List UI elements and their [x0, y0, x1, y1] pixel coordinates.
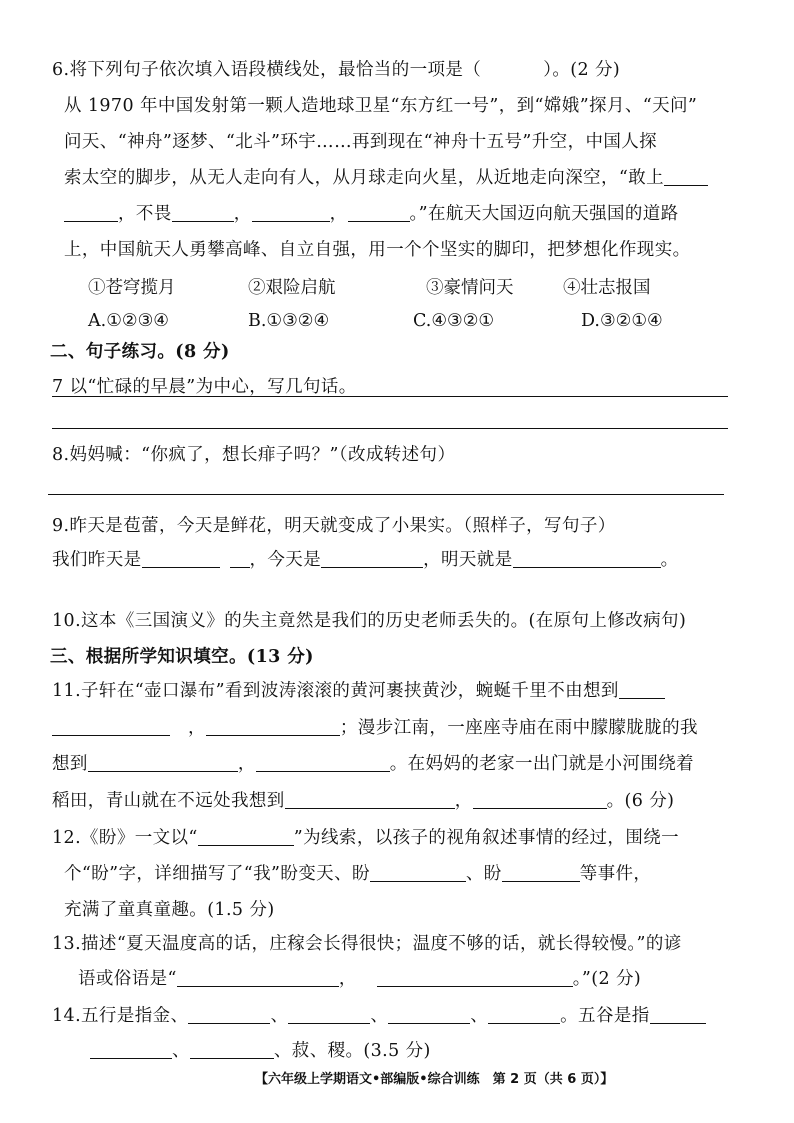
q6-text: 。”在航天大国迈向航天强国的道路 — [409, 204, 679, 224]
q6-passage-line-1: 从 1970 年中国发射第一颗人造地球卫星“东方红一号”，到“嫦娥”探月、“天问” — [64, 96, 698, 116]
answer-blank[interactable] — [377, 968, 573, 987]
answer-blank[interactable] — [142, 549, 220, 568]
q11-line-1 — [52, 679, 665, 703]
q12-text: 个“盼”字，详细描写了“我”盼变天、盼 — [64, 864, 370, 884]
q12-text: 、盼 — [465, 864, 502, 884]
q12-text: ”为线索，以孩子的视角叙述事情的经过，围绕一 — [293, 828, 680, 848]
q8-text: 8.妈妈喊：“你疯了，想长痱子吗？”（改成转述句） — [52, 445, 456, 465]
q9-fill-text: 我们昨天是 — [52, 550, 142, 570]
q11-text: ， — [188, 718, 206, 738]
q6-phrase-4: ④壮志报国 — [563, 278, 651, 298]
q13-text: ， — [338, 969, 357, 989]
answer-blank[interactable] — [488, 1005, 560, 1024]
q12-line-3: 充满了童真童趣。(1.5 分) — [64, 900, 275, 920]
q6-score: ）。(2 分) — [543, 60, 621, 80]
answer-blank[interactable] — [513, 549, 661, 568]
q11-line-3 — [52, 752, 694, 776]
q7-answer-line-1[interactable] — [52, 396, 728, 397]
q11-text: ；漫步江南，一座座寺庙在雨中朦朦胧胧的我 — [339, 718, 698, 738]
answer-blank[interactable] — [177, 968, 339, 987]
answer-blank[interactable] — [256, 753, 390, 772]
q6-stem-text: 6.将下列句子依次填入语段横线处，最恰当的一项是（ — [52, 60, 482, 80]
q13-text: 语或俗语是“ — [78, 969, 177, 989]
q6-passage-line-2: 问天、“神舟”逐梦、“北斗”环宇……再到现在“神舟十五号”升空，中国人探 — [64, 132, 658, 152]
answer-blank[interactable] — [52, 717, 170, 736]
answer-blank[interactable] — [370, 863, 466, 882]
answer-blank[interactable] — [88, 753, 238, 772]
section-2-title: 二、句子练习。(8 分) — [50, 342, 230, 362]
q9-fill-text: ，今天是 — [249, 550, 322, 570]
q6-text: ，不畏 — [118, 204, 172, 224]
q14-line-1 — [52, 1004, 706, 1028]
answer-blank[interactable] — [664, 167, 708, 186]
answer-blank[interactable] — [172, 203, 234, 222]
answer-blank[interactable] — [321, 549, 423, 568]
q7-text: 7 以“忙碌的早晨”为中心，写几句话。 — [52, 377, 357, 397]
answer-blank[interactable] — [288, 1005, 370, 1024]
q14-text: 、 — [470, 1006, 489, 1026]
q12-text: 等事件， — [579, 864, 652, 884]
q9-fill-line — [52, 548, 679, 572]
answer-blank[interactable] — [502, 863, 580, 882]
answer-blank[interactable] — [90, 1040, 172, 1059]
q12-line-1 — [52, 826, 679, 850]
answer-blank[interactable] — [619, 680, 665, 699]
q12-line-2 — [64, 862, 651, 886]
q12-text: 12.《盼》一文以“ — [52, 828, 198, 848]
answer-blank[interactable] — [388, 1005, 470, 1024]
q6-phrase-1: ①苍穹揽月 — [88, 278, 176, 298]
answer-blank[interactable] — [64, 203, 118, 222]
answer-blank[interactable] — [230, 549, 250, 568]
q7-answer-line-2[interactable] — [52, 428, 728, 429]
q11-line-2 — [52, 716, 698, 740]
section-3-title: 三、根据所学知识填空。(13 分) — [50, 647, 314, 667]
answer-blank[interactable] — [285, 790, 455, 809]
answer-blank[interactable] — [206, 717, 340, 736]
q6-option-d[interactable]: D.③②①④ — [581, 311, 663, 331]
answer-blank[interactable] — [348, 203, 410, 222]
q6-passage-line-3-text: 索太空的脚步，从无人走向有人，从月球走向火星，从近地走向深空，“敢上 — [64, 168, 665, 188]
q14-text: 、 — [172, 1041, 190, 1061]
q13-line-2 — [78, 967, 641, 991]
q14-text: 、 — [270, 1006, 289, 1026]
q8-answer-line[interactable] — [48, 494, 724, 495]
q6-passage-line-3 — [64, 166, 708, 190]
q6-passage-line-4 — [64, 202, 679, 226]
q11-text: 。在妈妈的老家一出门就是小河围绕着 — [389, 754, 695, 774]
q13-text: 。”(2 分) — [572, 969, 642, 989]
q9-fill-text: 。 — [660, 550, 679, 570]
q6-phrase-2: ②艰险启航 — [248, 278, 336, 298]
q6-option-b[interactable]: B.①③②④ — [248, 311, 330, 331]
q13-line-1: 13.描述“夏天温度高的话，庄稼会长得很快；温度不够的话，就长得较慢。”的谚 — [52, 934, 682, 954]
q11-text: ， — [454, 791, 473, 811]
q11-text: 想到 — [52, 754, 88, 774]
q6-text: ， — [233, 204, 252, 224]
q11-text: 稻田，青山就在不远处我想到 — [52, 791, 285, 811]
q6-passage-line-5: 上，中国航天人勇攀高峰、自立自强，用一个个坚实的脚印，把梦想化作现实。 — [64, 240, 691, 260]
answer-blank[interactable] — [190, 1040, 274, 1059]
q14-text: 、 — [370, 1006, 389, 1026]
q14-line-2 — [90, 1039, 431, 1063]
q14-text: 。五谷是指 — [560, 1006, 650, 1026]
answer-blank[interactable] — [252, 203, 330, 222]
q14-text: 、菽、稷。(3.5 分) — [273, 1041, 431, 1061]
page-footer: 【六年级上学期语文•部编版•综合训练 第 2 页（共 6 页）】 — [255, 1072, 614, 1087]
q10-text: 10.这本《三国演义》的失主竟然是我们的历史老师丢失的。(在原句上修改病句) — [52, 611, 687, 631]
q14-text: 14.五行是指金、 — [52, 1006, 189, 1026]
answer-blank[interactable] — [198, 827, 294, 846]
q6-phrase-3: ③豪情问天 — [426, 278, 514, 298]
q11-text: 。(6 分) — [606, 791, 675, 811]
answer-blank[interactable] — [188, 1005, 270, 1024]
q11-text: 11.子轩在“壶口瀑布”看到波涛滚滚的黄河裹挟黄沙，蜿蜒千里不由想到 — [52, 681, 619, 701]
q6-text: ， — [329, 204, 348, 224]
q11-text: ， — [237, 754, 256, 774]
q9-text: 9.昨天是苞蕾，今天是鲜花，明天就变成了小果实。（照样子，写句子） — [52, 516, 616, 536]
q6-option-a[interactable]: A.①②③④ — [88, 311, 169, 331]
answer-blank[interactable] — [473, 790, 607, 809]
q11-line-4 — [52, 789, 674, 813]
q6-stem — [52, 58, 620, 82]
q9-fill-text: ，明天就是 — [423, 550, 513, 570]
answer-blank[interactable] — [650, 1005, 706, 1024]
q6-option-c[interactable]: C.④③②① — [413, 311, 495, 331]
